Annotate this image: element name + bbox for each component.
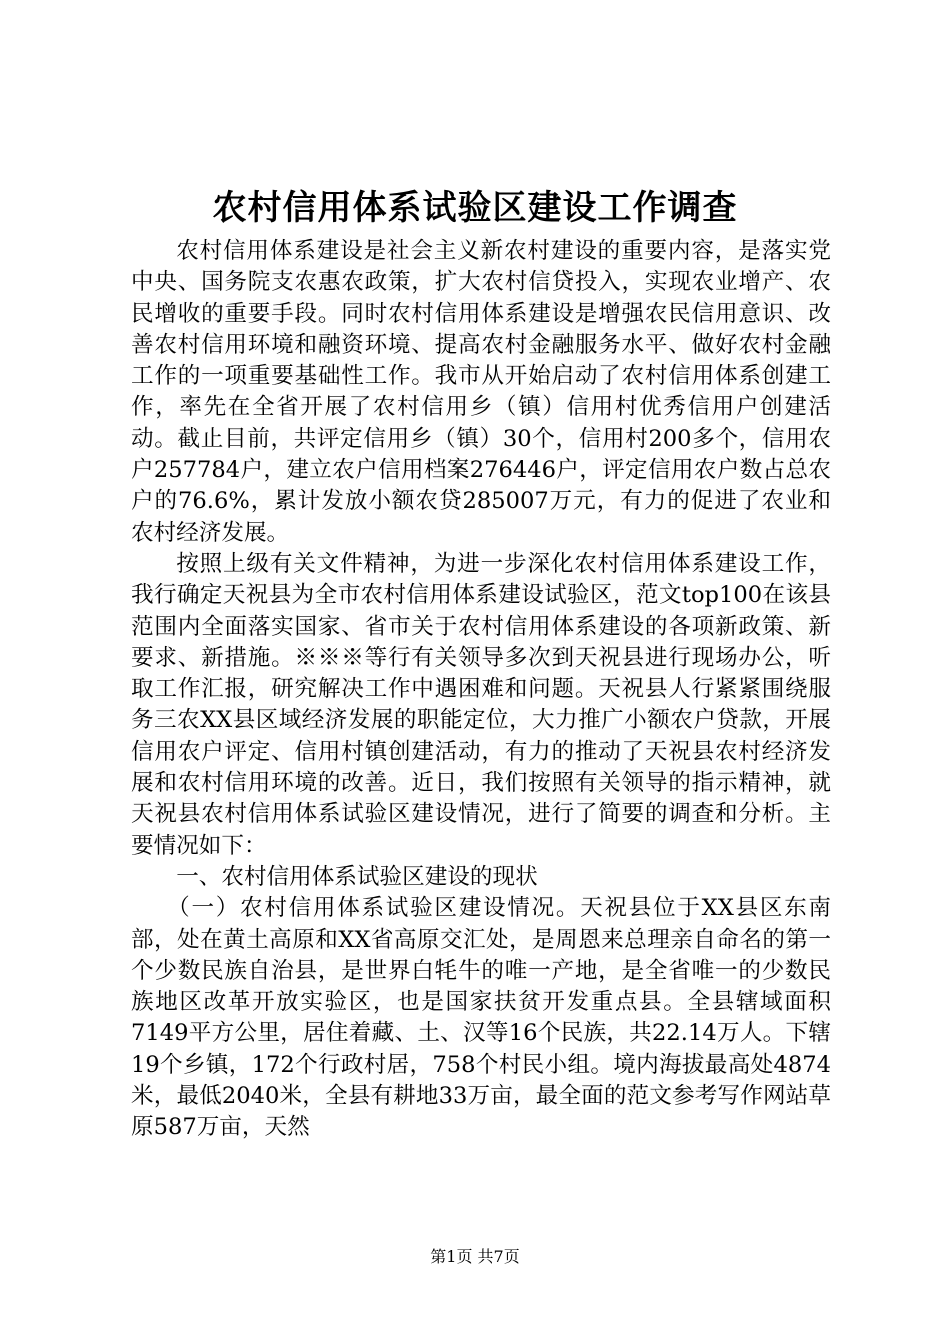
document-title: 农村信用体系试验区建设工作调查	[212, 188, 738, 228]
page-number-footer: 第1页 共7页	[430, 1247, 520, 1266]
paragraph-background: 按照上级有关文件精神，为进一步深化农村信用体系建设工作，我行确定天祝县为全市农村信用体系建设试验区，范文top100在该县范围内全面落实国家、省市关于农村信用体系建设的各项新政策、新要求、新措施。※※※等行有关领导多次到天祝县进行现场办公，听取工作汇报，研究解决工作中遇困难和问题。天祝县人行紧紧围绕服务三农XX县区域经济发展的职能定位，大力推广小额农户贷款，开展信用农户评定、信用村镇创建活动，有力的推动了天祝县农村经济发展和农村信用环境的改善。近日，我们按照有关领导的指示精神，就天祝县农村信用体系试验区建设情况，进行了简要的调查和分析。主要情况如下：	[131, 550, 831, 859]
paragraph-subsection: （一）农村信用体系试验区建设情况。天祝县位于XX县区东南部，处在黄土高原和XX省高原交汇处，是周恩来总理亲自命名的第一个少数民族自治县，是世界白牦牛的唯一产地，是全省唯一的少数民族地区改革开放实验区，也是国家扶贫开发重点县。全县辖域面积7149平方公里，居住着藏、土、汉等16个民族，共22.14万人。下辖19个乡镇，172个行政村居，758个村民小组。境内海拔最高处4874米，最低2040米，全县有耕地33万亩，最全面的范文参考写作网站草原587万亩，天然	[131, 895, 831, 1141]
document-body	[131, 236, 831, 1144]
paragraph-intro: 农村信用体系建设是社会主义新农村建设的重要内容，是落实党中央、国务院支农惠农政策，扩大农村信贷投入，实现农业增产、农民增收的重要手段。同时农村信用体系建设是增强农民信用意识、改善农村信用环境和融资环境、提高农村金融服务水平、做好农村金融工作的一项重要基础性工作。我市从开始启动了农村信用体系创建工作，率先在全省开展了农村信用乡（镇）信用村优秀信用户创建活动。截止目前，共评定信用乡（镇）30个，信用村200多个，信用农户257784户，建立农户信用档案276446户，评定信用农户数占总农户的76.6%，累计发放小额农贷285007万元，有力的促进了农业和农村经济发展。	[131, 238, 831, 546]
section-heading: 一、农村信用体系试验区建设的现状	[176, 863, 538, 890]
